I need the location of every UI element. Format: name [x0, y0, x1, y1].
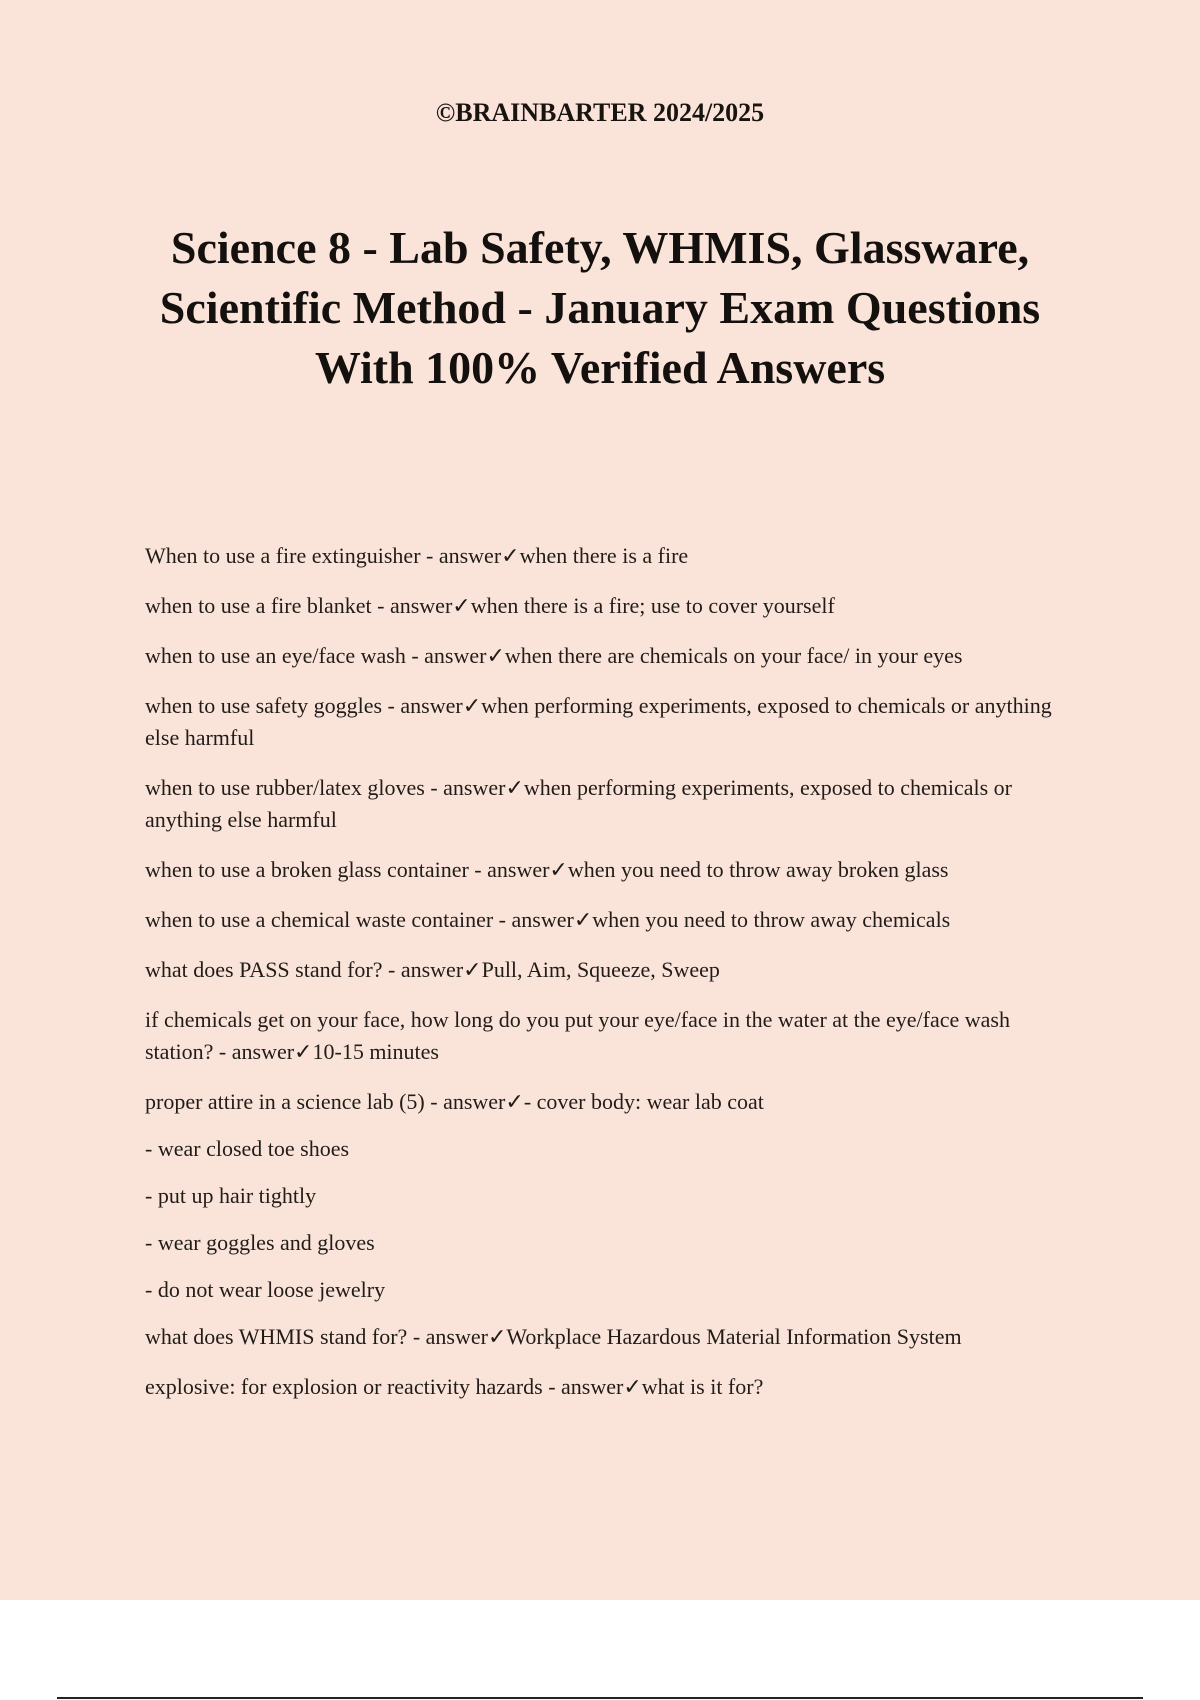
qa-item: proper attire in a science lab (5) - answer✓- cover body: wear lab coat	[145, 1089, 764, 1114]
qa-item: explosive: for explosion or reactivity hazards - answer✓what is it for?	[145, 1374, 764, 1399]
attire-list-item: - do not wear loose jewelry	[145, 1277, 386, 1302]
qa-item: when to use an eye/face wash - answer✓when there are chemicals on your face/ in your eyes	[145, 643, 963, 668]
qa-item: when to use a fire blanket - answer✓when there is a fire; use to cover yourself	[145, 593, 835, 618]
attire-list-item: - wear closed toe shoes	[145, 1136, 350, 1161]
qa-item: what does WHMIS stand for? - answer✓Workplace Hazardous Material Information System	[145, 1324, 962, 1349]
qa-item: when to use rubber/latex gloves - answer✓when performing experiments, exposed to chemicals or anything else harmful	[145, 775, 1013, 832]
title-line-3: With 100% Verified Answers	[314, 342, 886, 393]
document-title	[100, 218, 1100, 398]
qa-item: When to use a fire extinguisher - answer✓when there is a fire	[145, 543, 689, 568]
title-line-2: Scientific Method - January Exam Questions	[159, 282, 1041, 333]
copyright-header: ©BRAINBARTER 2024/2025	[435, 98, 765, 127]
attire-list-item: - put up hair tightly	[145, 1183, 317, 1208]
qa-item: when to use a chemical waste container - answer✓when you need to throw away chemicals	[145, 907, 951, 932]
qa-item: what does PASS stand for? - answer✓Pull, Aim, Squeeze, Sweep	[145, 957, 720, 982]
qa-list	[145, 540, 1080, 1421]
qa-item: if chemicals get on your face, how long do you put your eye/face in the water at the eye/face wash station? - answer✓10-15 minutes	[145, 1007, 1010, 1064]
qa-item: when to use a broken glass container - answer✓when you need to throw away broken glass	[145, 857, 949, 882]
attire-list-item: - wear goggles and gloves	[145, 1230, 375, 1255]
page-divider	[57, 1697, 1143, 1699]
qa-item: when to use safety goggles - answer✓when performing experiments, exposed to chemicals or anything else harmful	[145, 693, 1052, 750]
title-line-1: Science 8 - Lab Safety, WHMIS, Glassware,	[170, 222, 1030, 273]
